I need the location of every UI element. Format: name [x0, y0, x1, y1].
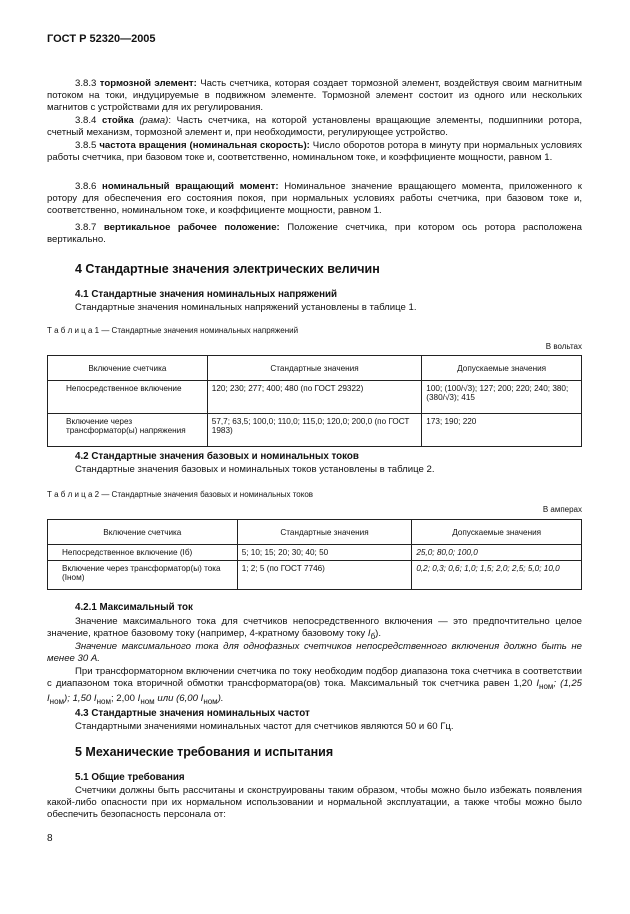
table-2	[47, 519, 582, 590]
clause-3-8-7: 3.8.7 вертикальное рабочее положение: Положение счетчика, при котором ось ротора расположена вертикально.	[47, 222, 582, 246]
section-4-2-1-p3: При трансформаторном включении счетчика по току необходим подбор диапазона тока счетчика в соответствии с диапазоном тока вторичной обмотки трансформатора(ов) тока. Максимальный ток счетчика равен 1,20 $I_{ном}$; (1,25 $I_{ном}$); 1,50 $I_{ном}$; 2,00 $I_{ном}$ или (6,00 $I_{ном}$).	[47, 666, 582, 707]
table-cell: 1; 2; 5 (по ГОСТ 7746)	[237, 561, 412, 590]
table-header-cell: Стандартные значения	[237, 520, 412, 545]
table-header-cell: Включение счетчика	[48, 356, 208, 381]
table-row	[48, 545, 582, 561]
section-4-1-text: Стандартные значения номинальных напряжений установлены в таблице 1.	[75, 302, 417, 313]
section-4-2-1-p2: Значение максимального тока для однофазных счетчиков непосредственного включения должно быть не менее 30 А.	[47, 641, 582, 665]
table-cell: 25,0; 80,0; 100,0	[412, 545, 582, 561]
section-5-1-title: 5.1 Общие требования	[75, 772, 185, 783]
clause-3-8-6: 3.8.6 номинальный вращающий момент: Номинальное значение вращающего момента, приложенного к ротору для обеспечения его состояния покоя, при нормальных условиях работы счетчика, при базовом токе и, соответственно, номинальном токе, и коэффициенте мощности, равном 1.	[47, 181, 582, 217]
section-4-2-title: 4.2 Стандартные значения базовых и номинальных токов	[75, 451, 359, 462]
table-header-row	[48, 356, 582, 381]
section-5-1-text: Счетчики должны быть рассчитаны и сконструированы таким образом, чтобы можно было избежать появления какой-либо опасности при их нормальном использовании и нормальной эксплуатации, а также чтобы можно было обеспечить безопасность персонала от:	[47, 785, 582, 821]
section-4-3-title: 4.3 Стандартные значения номинальных частот	[75, 708, 310, 719]
table-row	[48, 381, 582, 414]
table-2-unit: В амперах	[542, 505, 582, 514]
table-header-cell: Допускаемые значения	[412, 520, 582, 545]
clause-3-8-4: 3.8.4 стойка (рама): Часть счетчика, на которой установлены вращающие элементы, подшипники ротора, счетный механизм, тормозной элемент и, при необходимости, регулирующее устройство.	[47, 115, 583, 139]
table-cell: 5; 10; 15; 20; 30; 40; 50	[237, 545, 412, 561]
table-row	[48, 414, 582, 447]
section-4-2-text: Стандартные значения базовых и номинальных токов установлены в таблице 2.	[75, 464, 435, 475]
table-header-cell: Стандартные значения	[207, 356, 422, 381]
section-4-1-title: 4.1 Стандартные значения номинальных напряжений	[75, 289, 338, 300]
table-cell: 0,2; 0,3; 0,6; 1,0; 1,5; 2,0; 2,5; 5,0; 10,0	[412, 561, 582, 590]
table-row	[48, 561, 582, 590]
section-4-3-text: Стандартными значениями номинальных частот для счетчиков являются 50 и 60 Гц.	[75, 721, 454, 732]
table-cell: 57,7; 63,5; 100,0; 110,0; 115,0; 120,0; 200,0 (по ГОСТ 1983)	[207, 414, 422, 447]
table-header-cell: Допускаемые значения	[422, 356, 582, 381]
page-number: 8	[47, 833, 53, 844]
table-header-row	[48, 520, 582, 545]
page-header: ГОСТ Р 52320—2005	[47, 33, 156, 45]
table-cell: Непосредственное включение	[48, 381, 208, 414]
table-cell: Включение через трансформатор(ы) тока (Iном)	[48, 561, 238, 590]
table-1-caption: Т а б л и ц а 1 — Стандартные значения номинальных напряжений	[47, 326, 299, 335]
section-4-2-1-title: 4.2.1 Максимальный ток	[75, 602, 193, 613]
table-1-unit: В вольтах	[545, 342, 582, 351]
section-4-2-1-p1: Значение максимального тока для счетчиков непосредственного включения — это предпочтительно целое значение, кратное базовому току (например, 4-кратному базовому току $I_б$).	[47, 616, 582, 642]
clause-3-8-5: 3.8.5 частота вращения (номинальная скорость): Число оборотов ротора в минуту при нормальных условиях работы счетчика, при базовом токе и, соответственно, номинальном токе, и коэффициенте мощности, равном 1.	[47, 140, 583, 164]
table-cell: Непосредственное включение (Iб)	[48, 545, 238, 561]
table-1	[47, 355, 582, 447]
table-2-caption: Т а б л и ц а 2 — Стандартные значения базовых и номинальных токов	[47, 490, 314, 499]
section-4-title: 4 Стандартные значения электрических величин	[75, 262, 380, 276]
table-cell: 100; (100/√3); 127; 200; 220; 240; 380; (380/√3); 415	[422, 381, 582, 414]
table-cell: Включение через трансформатор(ы) напряжения	[48, 414, 208, 447]
section-5-title: 5 Механические требования и испытания	[75, 745, 334, 759]
table-header-cell: Включение счетчика	[48, 520, 238, 545]
table-cell: 120; 230; 277; 400; 480 (по ГОСТ 29322)	[207, 381, 422, 414]
clause-3-8-3: 3.8.3 тормозной элемент: Часть счетчика, которая создает тормозной элемент, воздействуя своим магнитным потоком на токи, индуцируемые в подвижном элементе. Тормозной элемент состоит из одного или нескольких магнитов с устройствами для их регулирования.	[47, 78, 583, 114]
table-cell: 173; 190; 220	[422, 414, 582, 447]
